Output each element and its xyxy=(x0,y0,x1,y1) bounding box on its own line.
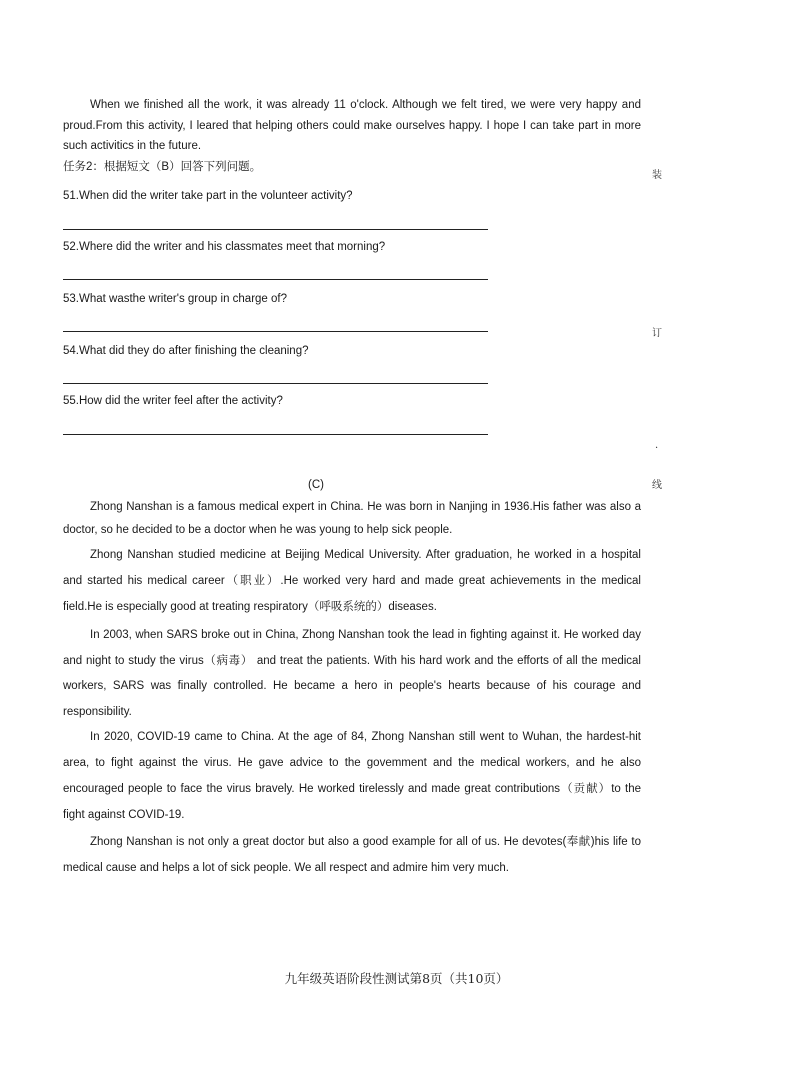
question-51: 51.When did the writer take part in the volunteer activity? xyxy=(63,190,353,202)
answer-line-52[interactable] xyxy=(63,279,488,280)
task-instruction: 任务2：根据短文（B）回答下列问题。 xyxy=(63,161,262,173)
question-52: 52.Where did the writer and his classmates meet that morning? xyxy=(63,241,386,253)
binding-margin-zhuang: 装 xyxy=(652,170,662,181)
question-53: 53.What wasthe writer's group in charge of? xyxy=(63,293,288,305)
intro-paragraph: When we finished all the work, it was already 11 o'clock. Although we felt tired, we were very happy and proud.From this activity, I leared that helping others could make ourselves happy. I hope I can take part in more such activitics in the future. xyxy=(63,99,641,152)
question-54: 54.What did they do after finishing the cleaning? xyxy=(63,345,309,357)
section-c-paragraph-1: Zhong Nanshan is a famous medical expert in China. He was born in Nanjing in 1936.His father was also a doctor, so he decided to be a doctor when he was young to help sick people. xyxy=(63,501,641,536)
question-55: 55.How did the writer feel after the activity? xyxy=(63,395,283,407)
binding-margin-ding: 订 xyxy=(652,328,662,339)
section-c-paragraph-4: In 2020, COVID-19 came to China. At the age of 84, Zhong Nanshan still went to Wuhan, the hardest-hit area, to fight against the virus. He gave advice to the govemment and the medical workers, and he also encouraged people to face the virus bravely. He worked tirelessly and made great contributions（贡献）to the fight against COVID-19. xyxy=(63,731,641,821)
binding-margin-dot: · xyxy=(655,443,659,454)
section-c-paragraph-3: In 2003, when SARS broke out in China, Zhong Nanshan took the lead in fighting against it. He worked day and night to study the virus（病毒） and treat the patients. With his hard work and the efforts of all the medical workers, SARS was finally controlled. He became a hero in people's hearts because of his courage and responsibility. xyxy=(63,629,641,718)
binding-margin-xian: 线 xyxy=(652,480,662,491)
section-c-heading: (C) xyxy=(308,479,324,491)
answer-line-55[interactable] xyxy=(63,434,488,435)
answer-line-53[interactable] xyxy=(63,331,488,332)
section-c-paragraph-2: Zhong Nanshan studied medicine at Beijing Medical University. After graduation, he worked in a hospital and started his medical career（职业）.He worked very hard and made great achievements in the medical field.He is especially good at treating respiratory（呼吸系统的）diseases. xyxy=(63,549,641,613)
section-c-paragraph-5: Zhong Nanshan is not only a great doctor but also a good example for all of us. He devotes(奉献)his life to medical cause and helps a lot of sick people. We all respect and admire him very much. xyxy=(63,836,641,874)
answer-line-51[interactable] xyxy=(63,229,488,230)
page-footer: 九年级英语阶段性测试第8页（共10页） xyxy=(284,971,509,986)
answer-line-54[interactable] xyxy=(63,383,488,384)
